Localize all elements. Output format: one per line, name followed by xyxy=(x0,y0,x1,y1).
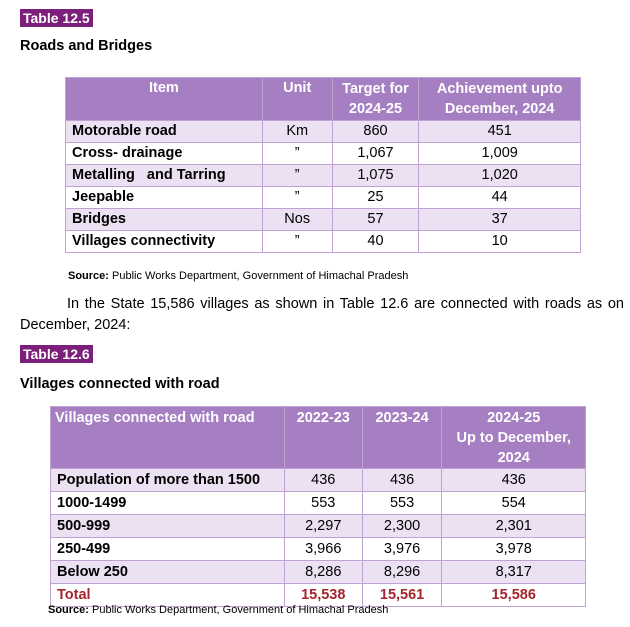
header-item: Item xyxy=(66,78,263,121)
table-row xyxy=(66,165,581,187)
header-2024-25 xyxy=(442,407,586,469)
row-achievement: 451 xyxy=(419,121,581,143)
row-target: 1,067 xyxy=(332,143,419,165)
table-row xyxy=(51,492,586,515)
row-2024-25: 436 xyxy=(442,469,586,492)
row-achievement: 44 xyxy=(419,187,581,209)
total-label: Total xyxy=(51,584,285,607)
row-2023-24: 436 xyxy=(362,469,442,492)
row-2024-25: 8,317 xyxy=(442,561,586,584)
row-label: 250-499 xyxy=(51,538,285,561)
row-label: Below 250 xyxy=(51,561,285,584)
row-2023-24: 553 xyxy=(362,492,442,515)
row-2022-23: 2,297 xyxy=(284,515,362,538)
table-12-5-heading: Roads and Bridges xyxy=(20,38,153,54)
table-row xyxy=(51,538,586,561)
row-achievement: 1,020 xyxy=(419,165,581,187)
row-unit: ” xyxy=(262,187,332,209)
source-text: Public Works Department, Government of Himachal Pradesh xyxy=(88,604,389,616)
table-row xyxy=(51,515,586,538)
row-2023-24: 3,976 xyxy=(362,538,442,561)
header-target xyxy=(332,78,419,121)
table-12-5-tag: Table 12.5 xyxy=(20,9,93,27)
header-achievement-line2: December, 2024 xyxy=(444,101,555,117)
body-paragraph: In the State 15,586 villages as shown in Table 12.6 are connected with roads as on December, 2024: xyxy=(20,296,624,333)
table-12-6-heading: Villages connected with road xyxy=(20,376,220,392)
row-item: Villages connectivity xyxy=(66,231,263,253)
row-label: 500-999 xyxy=(51,515,285,538)
row-label: Population of more than 1500 xyxy=(51,469,285,492)
table-row xyxy=(66,209,581,231)
row-label: 1000-1499 xyxy=(51,492,285,515)
roads-bridges-table xyxy=(65,77,581,253)
header-2024-25-line2: Up to December, xyxy=(456,430,571,446)
row-achievement: 1,009 xyxy=(419,143,581,165)
row-2022-23: 436 xyxy=(284,469,362,492)
source-label: Source: xyxy=(68,270,109,282)
total-2022-23: 15,538 xyxy=(284,584,362,607)
row-item: Bridges xyxy=(66,209,263,231)
source-label: Source: xyxy=(48,604,89,616)
header-villages: Villages connected with road xyxy=(51,407,285,469)
villages-connected-table xyxy=(50,406,586,607)
row-target: 860 xyxy=(332,121,419,143)
row-achievement: 10 xyxy=(419,231,581,253)
table-row xyxy=(66,187,581,209)
row-2024-25: 2,301 xyxy=(442,515,586,538)
row-2024-25: 554 xyxy=(442,492,586,515)
row-unit: ” xyxy=(262,143,332,165)
source-text: Public Works Department, Government of Himachal Pradesh xyxy=(108,270,409,282)
header-2024-25-line3: 2024 xyxy=(497,450,530,466)
row-2023-24: 2,300 xyxy=(362,515,442,538)
header-2022-23: 2022-23 xyxy=(284,407,362,469)
row-target: 1,075 xyxy=(332,165,419,187)
row-target: 57 xyxy=(332,209,419,231)
header-achievement-line1: Achievement upto xyxy=(436,81,563,97)
table-12-6-tag: Table 12.6 xyxy=(20,345,93,363)
total-2024-25: 15,586 xyxy=(442,584,586,607)
row-2022-23: 3,966 xyxy=(284,538,362,561)
table-row xyxy=(66,231,581,253)
row-target: 25 xyxy=(332,187,419,209)
header-2023-24: 2023-24 xyxy=(362,407,442,469)
row-achievement: 37 xyxy=(419,209,581,231)
row-unit: Nos xyxy=(262,209,332,231)
header-target-line2: 2024-25 xyxy=(348,101,403,117)
table-12-5-source xyxy=(68,270,408,282)
table-header-row xyxy=(51,407,586,469)
row-item: Metalling and Tarring xyxy=(66,165,263,187)
table-row xyxy=(66,143,581,165)
table-row xyxy=(51,561,586,584)
row-2022-23: 8,286 xyxy=(284,561,362,584)
row-unit: Km xyxy=(262,121,332,143)
total-2023-24: 15,561 xyxy=(362,584,442,607)
row-unit: ” xyxy=(262,165,332,187)
row-2024-25: 3,978 xyxy=(442,538,586,561)
table-header-row xyxy=(66,78,581,121)
table-row xyxy=(51,469,586,492)
row-2023-24: 8,296 xyxy=(362,561,442,584)
header-target-line1: Target for xyxy=(342,81,409,97)
header-2024-25-line1: 2024-25 xyxy=(487,410,541,426)
header-unit: Unit xyxy=(262,78,332,121)
header-achievement xyxy=(419,78,581,121)
table-12-6-source xyxy=(48,604,388,616)
row-target: 40 xyxy=(332,231,419,253)
row-item: Cross- drainage xyxy=(66,143,263,165)
row-2022-23: 553 xyxy=(284,492,362,515)
row-item: Motorable road xyxy=(66,121,263,143)
row-unit: ” xyxy=(262,231,332,253)
row-item: Jeepable xyxy=(66,187,263,209)
table-row xyxy=(66,121,581,143)
